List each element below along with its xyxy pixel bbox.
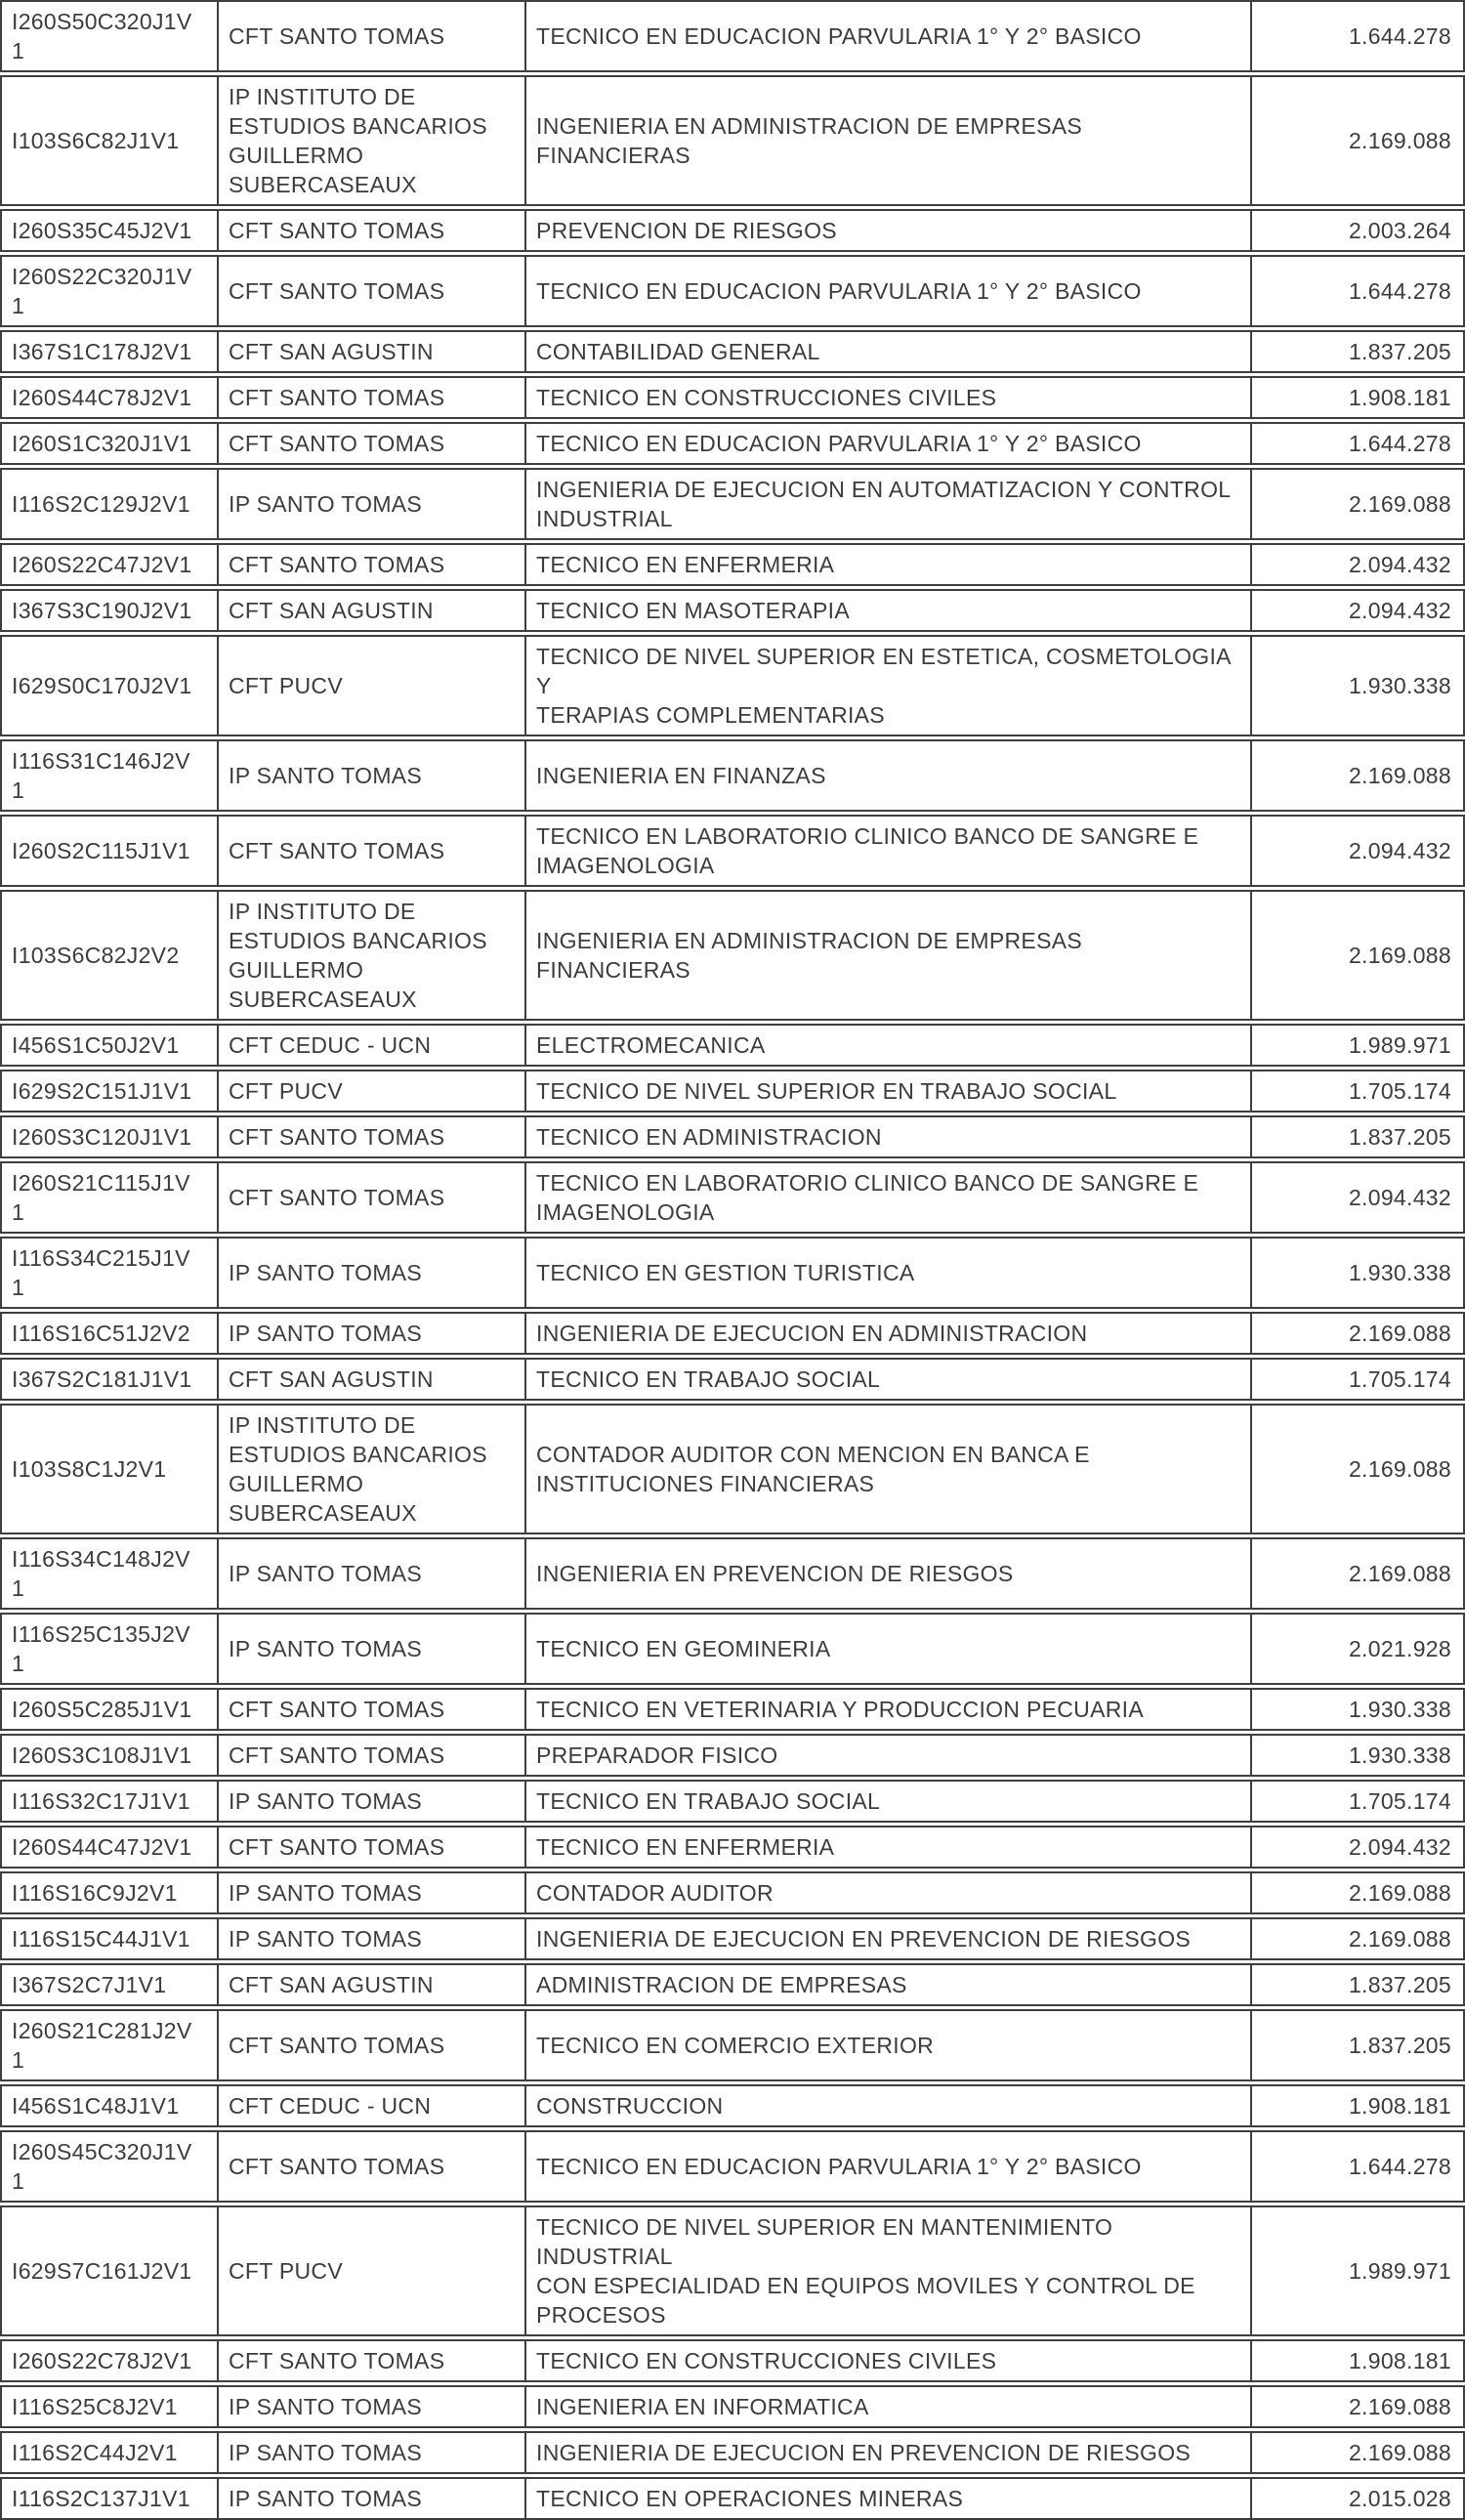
cell-institution-name: CFT PUCV: [217, 2207, 524, 2334]
cell-program-name: TECNICO EN EDUCACION PARVULARIA 1° Y 2° BASICO: [524, 257, 1250, 325]
cell-program-name: INGENIERIA DE EJECUCION EN PREVENCION DE RIESGOS: [524, 2433, 1250, 2472]
cell-institution-name: IP SANTO TOMAS: [217, 741, 524, 810]
cell-amount: 1.644.278: [1250, 2132, 1463, 2201]
cell-program-name: TECNICO EN TRABAJO SOCIAL: [524, 1360, 1250, 1399]
cell-program-code: I116S2C129J2V1: [12, 491, 190, 517]
cell-program-name: CONTADOR AUDITOR: [524, 1873, 1250, 1912]
cell-institution-name: CFT PUCV: [217, 1071, 524, 1111]
cell-program-code: I260S1C320J1V1: [12, 431, 192, 456]
cell-program-name: INGENIERIA EN PREVENCION DE RIESGOS: [524, 1539, 1250, 1608]
cell-amount: 2.003.264: [1250, 211, 1463, 250]
cell-institution-name: CFT CEDUC - UCN: [217, 1026, 524, 1065]
cell-program-name: TECNICO EN MASOTERAPIA: [524, 591, 1250, 630]
cell-program-code: I103S6C82J1V1: [12, 128, 180, 153]
cell-institution-name: CFT SAN AGUSTIN: [217, 332, 524, 371]
cell-program-name: TECNICO EN ADMINISTRACION: [524, 1117, 1250, 1156]
cell-institution-name: IP SANTO TOMAS: [217, 2479, 524, 2518]
cell-institution-name: CFT SANTO TOMAS: [217, 211, 524, 250]
cell-amount: 2.169.088: [1250, 1539, 1463, 1608]
table-row: [0, 75, 1465, 206]
cell-amount: 1.930.338: [1250, 1690, 1463, 1729]
cell-program-name: TECNICO EN OPERACIONES MINERAS: [524, 2479, 1250, 2518]
cell-program-name: TECNICO EN LABORATORIO CLINICO BANCO DE SANGRE E IMAGENOLOGIA: [524, 1163, 1250, 1232]
cell-institution-name: IP SANTO TOMAS: [217, 470, 524, 538]
table-row: [0, 2084, 1465, 2127]
cell-program-code: I629S0C170J2V1: [12, 673, 192, 698]
cell-program-code: I260S3C120J1V1: [12, 1124, 192, 1150]
cell-program-code: I260S3C108J1V1: [12, 1743, 192, 1768]
cell-amount: 1.837.205: [1250, 332, 1463, 371]
cell-amount: 2.094.432: [1250, 817, 1463, 885]
cell-amount: 2.169.088: [1250, 2387, 1463, 2426]
cell-amount: 2.094.432: [1250, 591, 1463, 630]
table-row: [0, 1115, 1465, 1158]
cell-program-code: I116S32C17J1V1: [12, 1788, 190, 1814]
cell-program-name: TECNICO EN EDUCACION PARVULARIA 1° Y 2° BASICO: [524, 2, 1250, 70]
cell-amount: 1.989.971: [1250, 2207, 1463, 2334]
table-row: [0, 209, 1465, 252]
cell-institution-name: IP INSTITUTO DE ESTUDIOS BANCARIOS GUILLERMO SUBERCASEAUX: [217, 892, 524, 1019]
cell-program-name: ELECTROMECANICA: [524, 1026, 1250, 1065]
cell-amount: 1.930.338: [1250, 637, 1463, 735]
cell-program-code: I260S45C320J1V 1: [12, 2139, 192, 2194]
cell-institution-name: CFT SANTO TOMAS: [217, 1117, 524, 1156]
cell-program-name: CONSTRUCCION: [524, 2086, 1250, 2125]
cell-program-code: I260S35C45J2V1: [12, 218, 192, 243]
cell-program-name: TECNICO EN CONSTRUCCIONES CIVILES: [524, 2341, 1250, 2380]
table-row: [0, 1734, 1465, 1777]
table-row: [0, 739, 1465, 812]
cell-program-name: TECNICO EN EDUCACION PARVULARIA 1° Y 2° BASICO: [524, 424, 1250, 463]
cell-amount: 2.169.088: [1250, 2433, 1463, 2472]
table-row: [0, 1963, 1465, 2006]
cell-program-name: INGENIERIA EN ADMINISTRACION DE EMPRESAS FINANCIERAS: [524, 892, 1250, 1019]
table-row: [0, 2477, 1465, 2520]
cell-institution-name: IP SANTO TOMAS: [217, 1919, 524, 1958]
cell-amount: 1.908.181: [1250, 2341, 1463, 2380]
cell-amount: 1.837.205: [1250, 1117, 1463, 1156]
cell-program-name: TECNICO EN ENFERMERIA: [524, 1827, 1250, 1867]
cell-amount: 2.169.088: [1250, 892, 1463, 1019]
cell-amount: 2.094.432: [1250, 1163, 1463, 1232]
cell-program-code: I116S31C146J2V 1: [12, 748, 190, 803]
cell-institution-name: CFT SANTO TOMAS: [217, 817, 524, 885]
table-row: [0, 1237, 1465, 1309]
cell-program-name: INGENIERIA DE EJECUCION EN AUTOMATIZACION Y CONTROL INDUSTRIAL: [524, 470, 1250, 538]
cell-amount: 2.094.432: [1250, 545, 1463, 584]
cell-institution-name: CFT PUCV: [217, 637, 524, 735]
cell-amount: 1.644.278: [1250, 257, 1463, 325]
cell-institution-name: CFT SAN AGUSTIN: [217, 1360, 524, 1399]
cell-program-name: INGENIERIA EN ADMINISTRACION DE EMPRESAS FINANCIERAS: [524, 77, 1250, 204]
table-row: [0, 2205, 1465, 2336]
cell-institution-name: IP SANTO TOMAS: [217, 1239, 524, 1307]
cell-amount: 1.644.278: [1250, 424, 1463, 463]
cell-institution-name: CFT SANTO TOMAS: [217, 257, 524, 325]
cell-institution-name: IP SANTO TOMAS: [217, 1615, 524, 1683]
table-row: [0, 468, 1465, 540]
cell-amount: 1.908.181: [1250, 378, 1463, 417]
cell-program-name: TECNICO EN GESTION TURISTICA: [524, 1239, 1250, 1307]
table-row: [0, 1404, 1465, 1534]
cell-program-name: INGENIERIA DE EJECUCION EN ADMINISTRACION: [524, 1314, 1250, 1353]
table-row: [0, 543, 1465, 586]
cell-program-code: I367S1C178J2V1: [12, 339, 192, 364]
cell-amount: 1.837.205: [1250, 2011, 1463, 2079]
cell-program-name: TECNICO DE NIVEL SUPERIOR EN MANTENIMIENTO INDUSTRIAL CON ESPECIALIDAD EN EQUIPOS MOVILES Y CONTROL DE PROCESOS: [524, 2207, 1250, 2334]
cell-amount: 1.705.174: [1250, 1360, 1463, 1399]
cell-amount: 1.989.971: [1250, 1026, 1463, 1065]
table-row: [0, 1613, 1465, 1685]
cell-institution-name: CFT SANTO TOMAS: [217, 1736, 524, 1775]
cell-program-code: I116S2C44J2V1: [12, 2440, 178, 2465]
cell-institution-name: CFT SANTO TOMAS: [217, 1690, 524, 1729]
cell-program-code: I260S5C285J1V1: [12, 1697, 192, 1722]
cell-amount: 1.930.338: [1250, 1736, 1463, 1775]
cell-amount: 2.021.928: [1250, 1615, 1463, 1683]
cell-institution-name: CFT CEDUC - UCN: [217, 2086, 524, 2125]
cell-amount: 1.837.205: [1250, 1965, 1463, 2004]
table-row: [0, 376, 1465, 419]
table-row: [0, 2009, 1465, 2081]
table-row: [0, 0, 1465, 72]
cell-amount: 2.015.028: [1250, 2479, 1463, 2518]
cell-amount: 2.169.088: [1250, 1314, 1463, 1353]
cell-amount: 2.169.088: [1250, 741, 1463, 810]
cell-program-name: PREVENCION DE RIESGOS: [524, 211, 1250, 250]
table-row: [0, 589, 1465, 632]
cell-program-name: INGENIERIA EN FINANZAS: [524, 741, 1250, 810]
cell-program-code: I260S21C281J2V 1: [12, 2018, 192, 2073]
cell-program-name: TECNICO EN TRABAJO SOCIAL: [524, 1782, 1250, 1821]
cell-institution-name: IP INSTITUTO DE ESTUDIOS BANCARIOS GUILLERMO SUBERCASEAUX: [217, 77, 524, 204]
cell-program-name: INGENIERIA EN INFORMATICA: [524, 2387, 1250, 2426]
cell-institution-name: IP SANTO TOMAS: [217, 1873, 524, 1912]
cell-program-code: I456S1C48J1V1: [12, 2093, 180, 2119]
cell-institution-name: CFT SANTO TOMAS: [217, 2341, 524, 2380]
table-row: [0, 1871, 1465, 1914]
table-row: [0, 1917, 1465, 1960]
cell-program-name: TECNICO EN LABORATORIO CLINICO BANCO DE SANGRE E IMAGENOLOGIA: [524, 817, 1250, 885]
cell-program-code: I103S6C82J2V2: [12, 943, 180, 968]
cell-program-name: TECNICO DE NIVEL SUPERIOR EN ESTETICA, COSMETOLOGIA Y TERAPIAS COMPLEMENTARIAS: [524, 637, 1250, 735]
cell-program-code: I260S44C78J2V1: [12, 385, 192, 410]
cell-program-name: TECNICO EN GEOMINERIA: [524, 1615, 1250, 1683]
cell-institution-name: CFT SANTO TOMAS: [217, 2132, 524, 2201]
table-row: [0, 635, 1465, 736]
table-row: [0, 2431, 1465, 2474]
table-row: [0, 1688, 1465, 1731]
cell-institution-name: CFT SANTO TOMAS: [217, 2011, 524, 2079]
cell-program-code: I116S15C44J1V1: [12, 1926, 190, 1952]
table-row: [0, 890, 1465, 1021]
cell-program-name: TECNICO EN ENFERMERIA: [524, 545, 1250, 584]
table-row: [0, 422, 1465, 465]
cell-institution-name: IP SANTO TOMAS: [217, 1782, 524, 1821]
cell-amount: 1.705.174: [1250, 1071, 1463, 1111]
table-row: [0, 2130, 1465, 2203]
cell-program-name: CONTADOR AUDITOR CON MENCION EN BANCA E INSTITUCIONES FINANCIERAS: [524, 1406, 1250, 1533]
cell-program-code: I116S2C137J1V1: [12, 2486, 190, 2511]
cell-program-name: TECNICO EN VETERINARIA Y PRODUCCION PECUARIA: [524, 1690, 1250, 1729]
cell-amount: 1.930.338: [1250, 1239, 1463, 1307]
cell-institution-name: CFT SANTO TOMAS: [217, 2, 524, 70]
table-row: [0, 815, 1465, 887]
cell-program-code: I367S2C7J1V1: [12, 1972, 167, 1997]
cell-institution-name: CFT SANTO TOMAS: [217, 424, 524, 463]
table-row: [0, 1537, 1465, 1610]
cell-program-code: I260S44C47J2V1: [12, 1834, 192, 1860]
cell-program-code: I629S7C161J2V1: [12, 2258, 192, 2284]
cell-institution-name: CFT SANTO TOMAS: [217, 545, 524, 584]
cell-amount: 1.644.278: [1250, 2, 1463, 70]
cell-program-code: I116S34C148J2V 1: [12, 1546, 190, 1601]
table-row: [0, 1070, 1465, 1113]
cell-program-name: TECNICO EN COMERCIO EXTERIOR: [524, 2011, 1250, 2079]
cell-institution-name: CFT SANTO TOMAS: [217, 1163, 524, 1232]
cell-program-code: I456S1C50J2V1: [12, 1032, 180, 1058]
cell-program-name: CONTABILIDAD GENERAL: [524, 332, 1250, 371]
cell-program-code: I260S22C47J2V1: [12, 552, 192, 577]
cell-institution-name: CFT SAN AGUSTIN: [217, 591, 524, 630]
cell-program-code: I103S8C1J2V1: [12, 1456, 167, 1482]
cell-institution-name: IP SANTO TOMAS: [217, 1539, 524, 1608]
cell-program-code: I260S21C115J1V 1: [12, 1170, 190, 1225]
cell-institution-name: IP SANTO TOMAS: [217, 1314, 524, 1353]
cell-institution-name: IP SANTO TOMAS: [217, 2387, 524, 2426]
cell-program-code: I260S22C320J1V 1: [12, 264, 192, 318]
table-row: [0, 2339, 1465, 2382]
cell-program-code: I629S2C151J1V1: [12, 1078, 192, 1104]
cell-amount: 2.169.088: [1250, 1919, 1463, 1958]
table-row: [0, 1024, 1465, 1067]
table-row: [0, 255, 1465, 327]
table-row: [0, 1161, 1465, 1234]
cell-program-code: I116S25C8J2V1: [12, 2394, 178, 2419]
cell-amount: 2.169.088: [1250, 1406, 1463, 1533]
cell-amount: 2.094.432: [1250, 1827, 1463, 1867]
table-row: [0, 1312, 1465, 1355]
cell-amount: 2.169.088: [1250, 1873, 1463, 1912]
cell-program-name: TECNICO EN CONSTRUCCIONES CIVILES: [524, 378, 1250, 417]
cell-program-code: I367S3C190J2V1: [12, 598, 192, 623]
cell-institution-name: CFT SANTO TOMAS: [217, 1827, 524, 1867]
cell-program-code: I116S16C9J2V1: [12, 1880, 178, 1906]
cell-program-name: PREPARADOR FISICO: [524, 1736, 1250, 1775]
cell-program-name: TECNICO EN EDUCACION PARVULARIA 1° Y 2° BASICO: [524, 2132, 1250, 2201]
table-row: [0, 2385, 1465, 2428]
table-row: [0, 1826, 1465, 1869]
cell-program-code: I116S25C135J2V 1: [12, 1621, 190, 1676]
cell-program-code: I260S22C78J2V1: [12, 2348, 192, 2373]
cell-institution-name: CFT SANTO TOMAS: [217, 378, 524, 417]
cell-program-code: I116S16C51J2V2: [12, 1321, 190, 1346]
cell-program-code: I116S34C215J1V 1: [12, 1245, 190, 1300]
cell-program-name: ADMINISTRACION DE EMPRESAS: [524, 1965, 1250, 2004]
cell-program-code: I260S50C320J1V 1: [12, 9, 192, 63]
cell-program-name: INGENIERIA DE EJECUCION EN PREVENCION DE RIESGOS: [524, 1919, 1250, 1958]
cell-institution-name: IP SANTO TOMAS: [217, 2433, 524, 2472]
cell-institution-name: CFT SAN AGUSTIN: [217, 1965, 524, 2004]
table-row: [0, 1358, 1465, 1401]
table-row: [0, 1780, 1465, 1823]
cell-program-code: I260S2C115J1V1: [12, 838, 190, 863]
cell-program-code: I367S2C181J1V1: [12, 1366, 192, 1392]
cell-amount: 1.908.181: [1250, 2086, 1463, 2125]
cell-amount: 2.169.088: [1250, 470, 1463, 538]
table-row: [0, 330, 1465, 373]
cell-institution-name: IP INSTITUTO DE ESTUDIOS BANCARIOS GUILLERMO SUBERCASEAUX: [217, 1406, 524, 1533]
cell-amount: 2.169.088: [1250, 77, 1463, 204]
cell-program-name: TECNICO DE NIVEL SUPERIOR EN TRABAJO SOCIAL: [524, 1071, 1250, 1111]
cell-amount: 1.705.174: [1250, 1782, 1463, 1821]
